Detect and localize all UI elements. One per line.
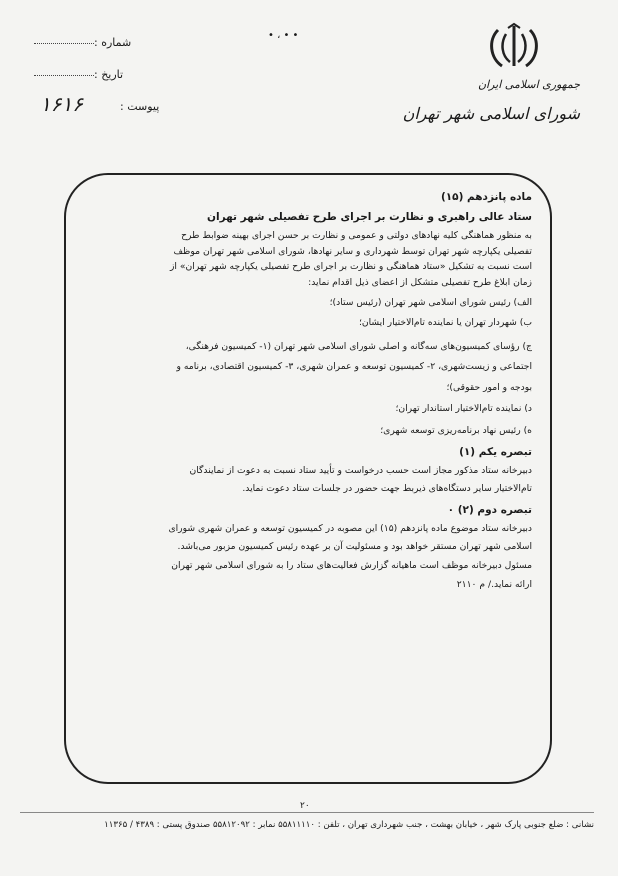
note2-line: ارائه نماید./ م ۲۱۱۰ xyxy=(456,578,532,590)
note1-title: تبصره یکم (۱) xyxy=(459,445,532,458)
attachment-value: ۱۶۱۶ xyxy=(40,92,83,116)
note2-line: دبیرخانه ستاد موضوع ماده پانزدهم (۱۵) این مصوبه در کمیسیون توسعه و عمران شهری شورای xyxy=(168,522,532,534)
intro-line: زمان ابلاغ طرح تفصیلی متشکل از اعضای ذیل اقدام نماید: xyxy=(308,276,532,288)
list-item: ه) رئیس نهاد برنامه‌ریزی توسعه شهری؛ xyxy=(380,424,532,436)
intro-line: تفصیلی یکپارچه شهر تهران توسط شهرداری و سایر نهادها، شورای اسلامی شهر تهران موظف xyxy=(173,245,532,257)
note2-line: مسئول دبیرخانه موظف است ماهیانه گزارش فعالیت‌های ستاد را به شورای اسلامی شهر تهران xyxy=(171,559,532,571)
note1-line: دبیرخانه ستاد مذکور مجاز است حسب درخواست و تأیید ستاد نسبت به دعوت از نمایندگان xyxy=(189,464,532,476)
list-item: الف) رئیس شورای اسلامی شهر تهران (رئیس ستاد)؛ xyxy=(329,297,532,309)
list-item: اجتماعی و زیست‌شهری، ۲- کمیسیون توسعه و عمران شهری، ۳- کمیسیون اقتصادی، برنامه و xyxy=(176,361,532,373)
note2-title: تبصره دوم (۲) ۰ xyxy=(447,503,532,516)
list-item: ب) شهردار تهران یا نماینده تام‌الاختیار ایشان؛ xyxy=(358,316,532,328)
intro-line: است نسبت به تشکیل «ستاد هماهنگی و نظارت بر اجرای طرح تفصیلی یکپارچه شهر تهران» از xyxy=(169,261,532,273)
page-number: ۲۰ xyxy=(300,801,310,811)
article-heading: ماده پانزدهم (۱۵) xyxy=(440,191,532,203)
article-title: ستاد عالی راهبری و نظارت بر اجرای طرح تفصیلی شهر تهران xyxy=(207,211,532,223)
note2-line: اسلامی شهر تهران مستقر خواهد بود و مسئولیت آن بر عهده رئیس کمیسیون مزبور می‌باشد. xyxy=(177,541,532,553)
list-item: د) نماینده تام‌الاختیار استاندار تهران؛ xyxy=(395,403,532,415)
footer-rule xyxy=(20,812,594,813)
emblem-icon xyxy=(486,22,542,72)
date-field: تاريخ : xyxy=(30,68,123,81)
list-item: بودجه و امور حقوقی)؛ xyxy=(446,381,532,393)
number-field: شماره : xyxy=(30,36,131,49)
content-body xyxy=(72,188,532,592)
top-mark: • ، • • xyxy=(268,30,299,41)
republic-title: جمهوری اسلامی ایران xyxy=(477,78,580,91)
list-item: ج) رؤسای کمیسیون‌های سه‌گانه و اصلی شورای اسلامی شهر تهران (۱- کمیسیون فرهنگی، xyxy=(185,340,532,352)
footer-address: نشانی : ضلع جنوبی پارک شهر ، خیابان بهشت ، جنب شهرداری تهران ، تلفن : ۵۵۸۱۱۱۱۰ نمابر : ۵۵۸۱۲۰۹۲ صندوق پستی : ۴۳۸۹ / ۱۱۳۶۵ xyxy=(104,820,594,830)
note1-line: تام‌الاختیار سایر دستگاه‌های ذیربط جهت حضور در جلسات ستاد دعوت نماید. xyxy=(242,483,532,495)
attachment-label: پيوست : xyxy=(120,100,160,113)
council-title: شورای اسلامی شهر تهران xyxy=(402,104,580,123)
intro-line: به منظور هماهنگی کلیه نهادهای دولتی و عمومی و نظارت بر حسن اجرای بهینه ضوابط طرح xyxy=(181,230,532,241)
